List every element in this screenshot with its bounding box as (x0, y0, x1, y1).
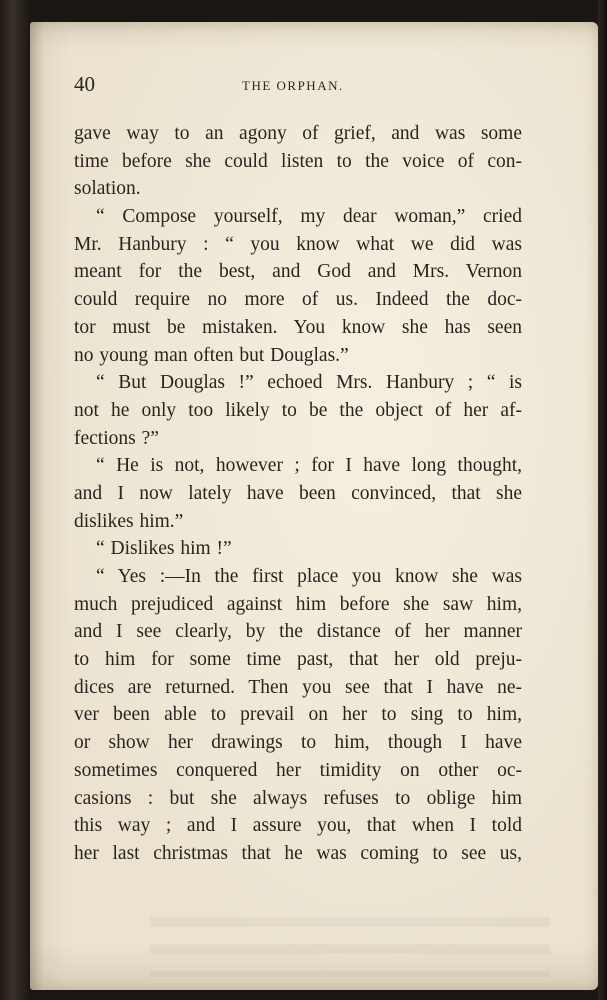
text-line: gave way to an agony of grief, and was some (74, 123, 522, 144)
text-line: tor must be mistaken. You know she has seen (74, 316, 522, 338)
text-line: not he only too likely to be the object of her af- (74, 399, 522, 421)
text-line: ver been able to prevail on her to sing to him, (74, 704, 522, 726)
text-line: “ Dislikes him !” (96, 538, 232, 560)
page-edge-shadow (598, 0, 607, 1000)
running-title: THE ORPHAN. (242, 78, 344, 93)
text-line: “ Yes :—In the first place you know she was (96, 566, 522, 587)
show-through-text (150, 917, 550, 977)
text-line: much prejudiced against him before she saw him, (74, 593, 522, 615)
text-line: solation. (74, 178, 141, 200)
text-line: could require no more of us. Indeed the doc- (74, 289, 522, 311)
text-line: no young man often but Douglas.” (74, 344, 349, 366)
text-line: meant for the best, and God and Mrs. Vernon (74, 261, 522, 283)
text-line: “ Compose yourself, my dear woman,” cried (96, 206, 522, 228)
text-line: dislikes him.” (74, 510, 184, 532)
text-line: or show her drawings to him, though I have (74, 732, 522, 754)
body-text (74, 120, 522, 868)
text-line: Mr. Hanbury : “ you know what we did was (74, 233, 522, 255)
page-header (74, 72, 494, 102)
text-line: this way ; and I assure you, that when I told (74, 815, 522, 837)
text-line: fections ?” (74, 427, 159, 449)
text-line: her last christmas that he was coming to see us, (74, 842, 522, 864)
text-line: and I now lately have been convinced, that she (74, 482, 522, 504)
text-line: “ But Douglas !” echoed Mrs. Hanbury ; “ is (96, 372, 522, 394)
text-line: sometimes conquered her timidity on other oc- (74, 759, 522, 781)
text-line: time before she could listen to the voice of con- (74, 150, 522, 172)
page-number: 40 (74, 72, 95, 96)
text-line: “ He is not, however ; for I have long thought, (96, 455, 522, 477)
text-line: dices are returned. Then you see that I have ne- (74, 676, 522, 698)
text-line: and I see clearly, by the distance of her manner (74, 621, 522, 643)
text-line: casions : but she always refuses to oblige him (74, 787, 522, 809)
text-line: to him for some time past, that her old preju- (74, 649, 522, 671)
